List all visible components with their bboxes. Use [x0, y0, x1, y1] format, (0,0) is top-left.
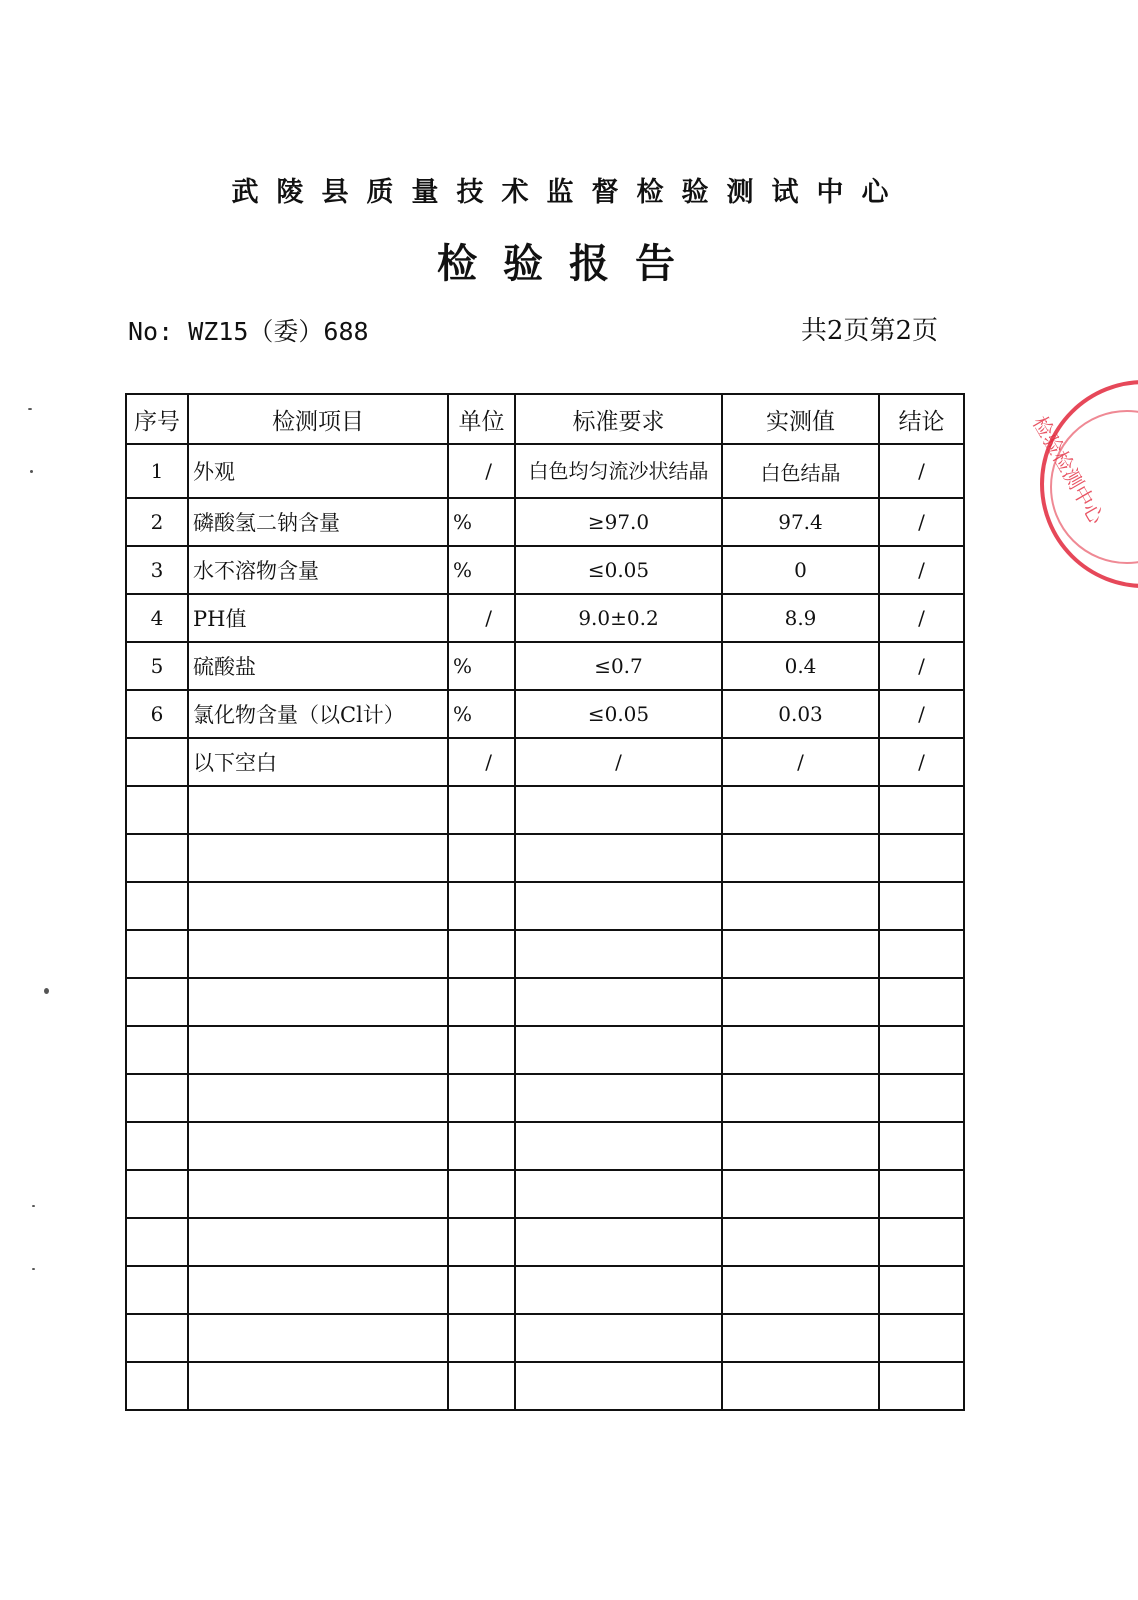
header-measured: 实测值 [722, 394, 879, 444]
cell-standard: 9.0±0.2 [515, 594, 722, 642]
cell-item: 以下空白 [188, 738, 448, 786]
empty-row [126, 882, 964, 930]
header-unit: 单位 [448, 394, 515, 444]
header-standard: 标准要求 [515, 394, 722, 444]
empty-row [126, 786, 964, 834]
cell-standard: ≥97.0 [515, 498, 722, 546]
empty-row [126, 930, 964, 978]
cell-unit: / [448, 594, 515, 642]
table-row [126, 642, 964, 690]
cell-standard: 白色均匀流沙状结晶 [515, 444, 722, 498]
empty-row [126, 1170, 964, 1218]
scan-speck [28, 408, 32, 410]
empty-row [126, 834, 964, 882]
cell-item: 氯化物含量（以Cl计） [188, 690, 448, 738]
cell-conclusion: / [879, 642, 964, 690]
cell-unit: / [448, 444, 515, 498]
table-row [126, 498, 964, 546]
official-seal-text: 检验检测中心 [1027, 412, 1109, 528]
cell-unit: % [448, 498, 515, 546]
header-seq: 序号 [126, 394, 188, 444]
scan-speck [30, 470, 33, 473]
cell-measured: 8.9 [722, 594, 879, 642]
empty-row [126, 1074, 964, 1122]
cell-seq [126, 738, 188, 786]
cell-item: PH值 [188, 594, 448, 642]
table-row [126, 738, 964, 786]
cell-unit: % [448, 546, 515, 594]
empty-row [126, 1122, 964, 1170]
cell-seq: 4 [126, 594, 188, 642]
empty-row [126, 1314, 964, 1362]
empty-row [126, 1266, 964, 1314]
empty-row [126, 978, 964, 1026]
empty-row [126, 1026, 964, 1074]
report-number: No: WZ15（委）688 [128, 317, 369, 346]
header-item: 检测项目 [188, 394, 448, 444]
table-row [126, 444, 964, 498]
cell-seq: 3 [126, 546, 188, 594]
cell-standard: ≤0.05 [515, 546, 722, 594]
cell-standard: ≤0.7 [515, 642, 722, 690]
cell-unit: % [448, 642, 515, 690]
cell-conclusion: / [879, 444, 964, 498]
cell-item: 水不溶物含量 [188, 546, 448, 594]
page-count: 共2页第2页 [800, 316, 938, 346]
scan-speck [32, 1205, 35, 1207]
cell-measured: 白色结晶 [722, 444, 879, 498]
cell-seq: 5 [126, 642, 188, 690]
cell-item: 磷酸氢二钠含量 [188, 498, 448, 546]
cell-measured: 0 [722, 546, 879, 594]
cell-item: 硫酸盐 [188, 642, 448, 690]
cell-conclusion: / [879, 690, 964, 738]
cell-unit: / [448, 738, 515, 786]
cell-standard: ≤0.05 [515, 690, 722, 738]
cell-conclusion: / [879, 498, 964, 546]
cell-standard: / [515, 738, 722, 786]
table-row [126, 594, 964, 642]
cell-measured: 0.03 [722, 690, 879, 738]
header-conclusion: 结论 [879, 394, 964, 444]
results-table [125, 393, 965, 1411]
cell-conclusion: / [879, 594, 964, 642]
empty-row [126, 1362, 964, 1410]
cell-seq: 6 [126, 690, 188, 738]
scan-speck [32, 1268, 35, 1270]
cell-conclusion: / [879, 546, 964, 594]
table-row [126, 546, 964, 594]
cell-measured: 0.4 [722, 642, 879, 690]
cell-item: 外观 [188, 444, 448, 498]
header-row [126, 394, 964, 444]
cell-conclusion: / [879, 738, 964, 786]
scan-speck [44, 988, 49, 994]
organization-name: 武陵县质量技术监督检验测试中心 [231, 177, 907, 208]
cell-seq: 1 [126, 444, 188, 498]
cell-measured: / [722, 738, 879, 786]
cell-unit: % [448, 690, 515, 738]
document-title: 检验报告 [437, 241, 701, 287]
empty-row [126, 1218, 964, 1266]
cell-seq: 2 [126, 498, 188, 546]
table-row [126, 690, 964, 738]
cell-measured: 97.4 [722, 498, 879, 546]
